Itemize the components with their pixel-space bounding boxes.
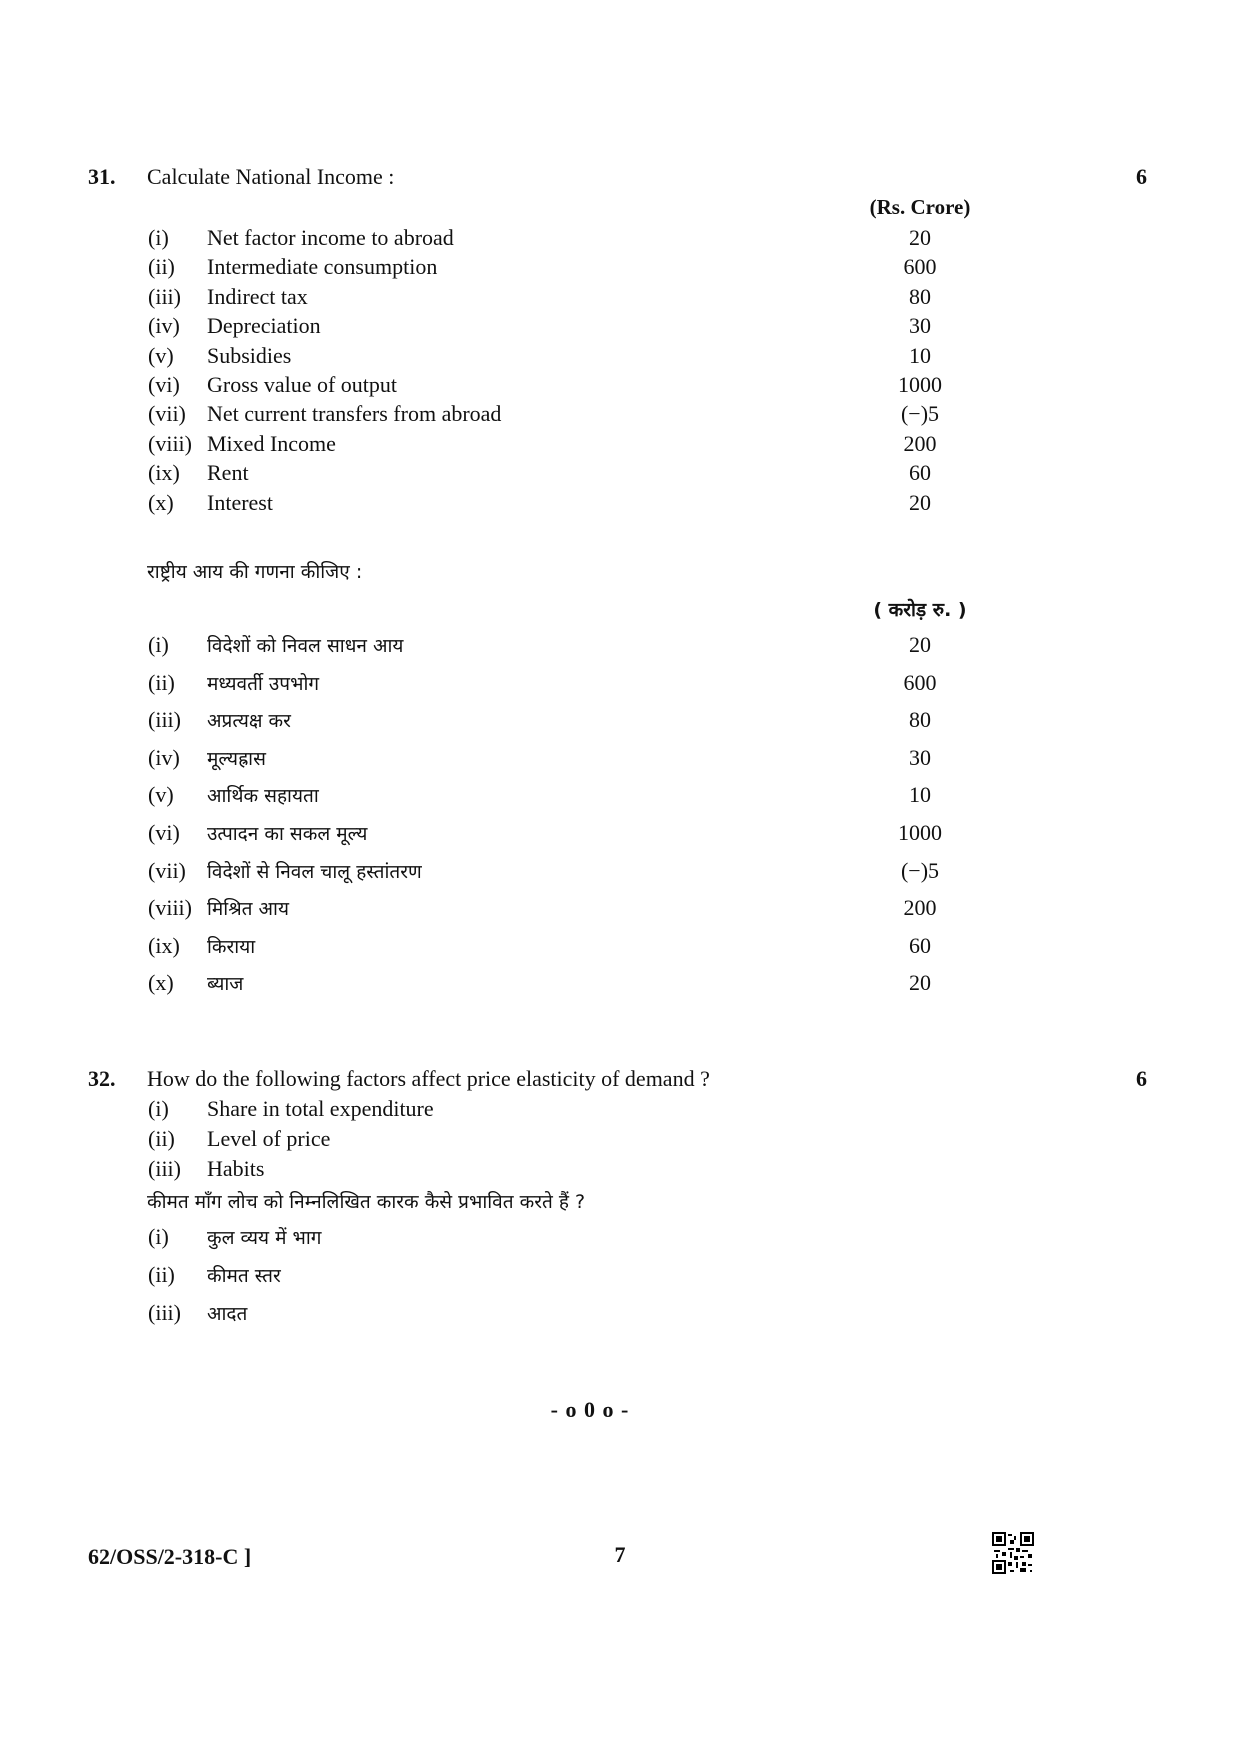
item-value: 80 <box>909 707 931 733</box>
item-number: (i) <box>148 1224 169 1249</box>
unit-label-hindi: ( करोड़ रु. ) <box>873 599 967 621</box>
item-label: Habits <box>207 1156 265 1181</box>
item-label: आदत <box>207 1303 248 1325</box>
item-label: मूल्यह्रास <box>207 747 266 770</box>
item-label: Intermediate consumption <box>207 254 438 280</box>
list-item <box>148 460 948 490</box>
list-item <box>148 254 948 284</box>
item-number: (iii) <box>148 1300 181 1325</box>
item-number: (ix) <box>148 460 180 486</box>
item-label: Indirect tax <box>207 283 308 309</box>
item-number: (iii) <box>148 283 181 309</box>
list-item <box>148 490 948 520</box>
list-item <box>148 632 948 662</box>
item-number: (iv) <box>148 313 180 339</box>
item-label: विदेशों को निवल साधन आय <box>207 635 404 657</box>
question-title: How do the following factors affect price elasticity of demand ? <box>147 1066 710 1091</box>
item-number: (vi) <box>148 372 180 397</box>
list-item <box>148 745 948 775</box>
list-item <box>148 313 948 343</box>
item-number: (ii) <box>148 669 175 695</box>
page-number: 7 <box>614 1542 626 1567</box>
item-label: कीमत स्तर <box>207 1265 281 1287</box>
item-value: 600 <box>903 669 937 695</box>
list-item <box>148 284 948 314</box>
question-number: 32. <box>88 1066 116 1091</box>
item-number: (vii) <box>148 857 186 883</box>
item-number: (iii) <box>148 707 181 733</box>
item-value: 80 <box>909 283 931 309</box>
item-value: 30 <box>909 744 931 770</box>
item-value: 200 <box>903 430 937 456</box>
item-number: (x) <box>148 970 174 996</box>
item-number: (v) <box>148 342 174 368</box>
item-value: 20 <box>909 970 931 996</box>
item-label: Level of price <box>207 1126 331 1151</box>
list-item <box>148 858 948 888</box>
item-label: Rent <box>207 460 249 486</box>
item-number: (vi) <box>148 820 180 845</box>
qr-code-icon <box>992 1532 1034 1574</box>
item-number: (v) <box>148 782 174 808</box>
question-marks: 6 <box>1136 164 1147 189</box>
item-value: 10 <box>909 342 931 368</box>
list-item <box>148 1156 948 1186</box>
item-value: 60 <box>909 460 931 486</box>
item-number: (i) <box>148 1096 169 1121</box>
list-item <box>148 933 948 963</box>
item-label: Gross value of output <box>207 372 398 397</box>
list-item <box>148 970 948 1000</box>
item-value: 20 <box>909 632 931 657</box>
end-of-paper-mark: - o 0 o - <box>550 1397 630 1422</box>
item-label: ब्याज <box>207 973 244 996</box>
item-number: (i) <box>148 225 169 250</box>
list-item <box>148 1126 948 1156</box>
list-item <box>148 431 948 461</box>
list-item <box>148 670 948 700</box>
list-item <box>148 820 948 850</box>
list-item <box>148 1300 948 1330</box>
unit-label: (Rs. Crore) <box>869 195 971 219</box>
item-number: (ii) <box>148 1126 175 1151</box>
item-value: 200 <box>903 895 937 921</box>
item-label: Net factor income to abroad <box>207 225 454 250</box>
list-item <box>148 782 948 812</box>
item-value: 1000 <box>898 372 942 397</box>
item-label: Share in total expenditure <box>207 1096 434 1121</box>
list-item <box>148 225 948 255</box>
item-number: (ii) <box>148 254 175 280</box>
item-number: (x) <box>148 489 174 515</box>
item-number: (ii) <box>148 1262 175 1287</box>
item-value: 1000 <box>898 820 942 845</box>
item-label: आर्थिक सहायता <box>207 785 319 808</box>
item-number: (i) <box>148 632 169 657</box>
list-item <box>148 1224 948 1254</box>
list-item <box>148 1096 948 1126</box>
item-label: विदेशों से निवल चालू हस्तांतरण <box>207 860 422 883</box>
list-item <box>148 895 948 925</box>
question-number: 31. <box>88 164 116 189</box>
item-number: (iv) <box>148 744 180 770</box>
question-title-hindi: राष्ट्रीय आय की गणना कीजिए : <box>147 561 363 583</box>
item-label: मिश्रित आय <box>207 898 289 921</box>
question-title: Calculate National Income : <box>147 164 395 189</box>
item-number: (vii) <box>148 401 186 427</box>
question-title-hindi: कीमत माँग लोच को निम्नलिखित कारक कैसे प्रभावित करते हैं ? <box>147 1191 586 1213</box>
item-label: अप्रत्यक्ष कर <box>207 710 291 733</box>
item-value: 10 <box>909 782 931 808</box>
item-label: Net current transfers from abroad <box>207 401 502 427</box>
item-label: किराया <box>207 935 256 958</box>
item-label: उत्पादन का सकल मूल्य <box>207 823 368 845</box>
list-item <box>148 343 948 373</box>
item-value: 30 <box>909 313 931 339</box>
item-label: Subsidies <box>207 342 292 368</box>
item-number: (viii) <box>148 430 192 456</box>
list-item <box>148 707 948 737</box>
item-value: 60 <box>909 932 931 958</box>
item-value: (−)5 <box>900 401 940 427</box>
paper-code: 62/OSS/2-318-C ] <box>88 1544 252 1569</box>
item-value: (−)5 <box>900 857 940 883</box>
list-item <box>148 372 948 402</box>
item-label: मध्यवर्ती उपभोग <box>207 672 320 695</box>
item-number: (viii) <box>148 895 192 921</box>
item-label: Depreciation <box>207 313 321 339</box>
item-number: (ix) <box>148 932 180 958</box>
item-label: Interest <box>207 489 273 515</box>
item-label: कुल व्यय में भाग <box>207 1227 322 1249</box>
list-item <box>148 401 948 431</box>
item-label: Mixed Income <box>207 430 336 456</box>
item-value: 20 <box>909 489 931 515</box>
question-marks: 6 <box>1136 1066 1147 1091</box>
item-value: 20 <box>909 225 931 250</box>
list-item <box>148 1262 948 1292</box>
item-number: (iii) <box>148 1156 181 1181</box>
item-value: 600 <box>903 254 937 280</box>
